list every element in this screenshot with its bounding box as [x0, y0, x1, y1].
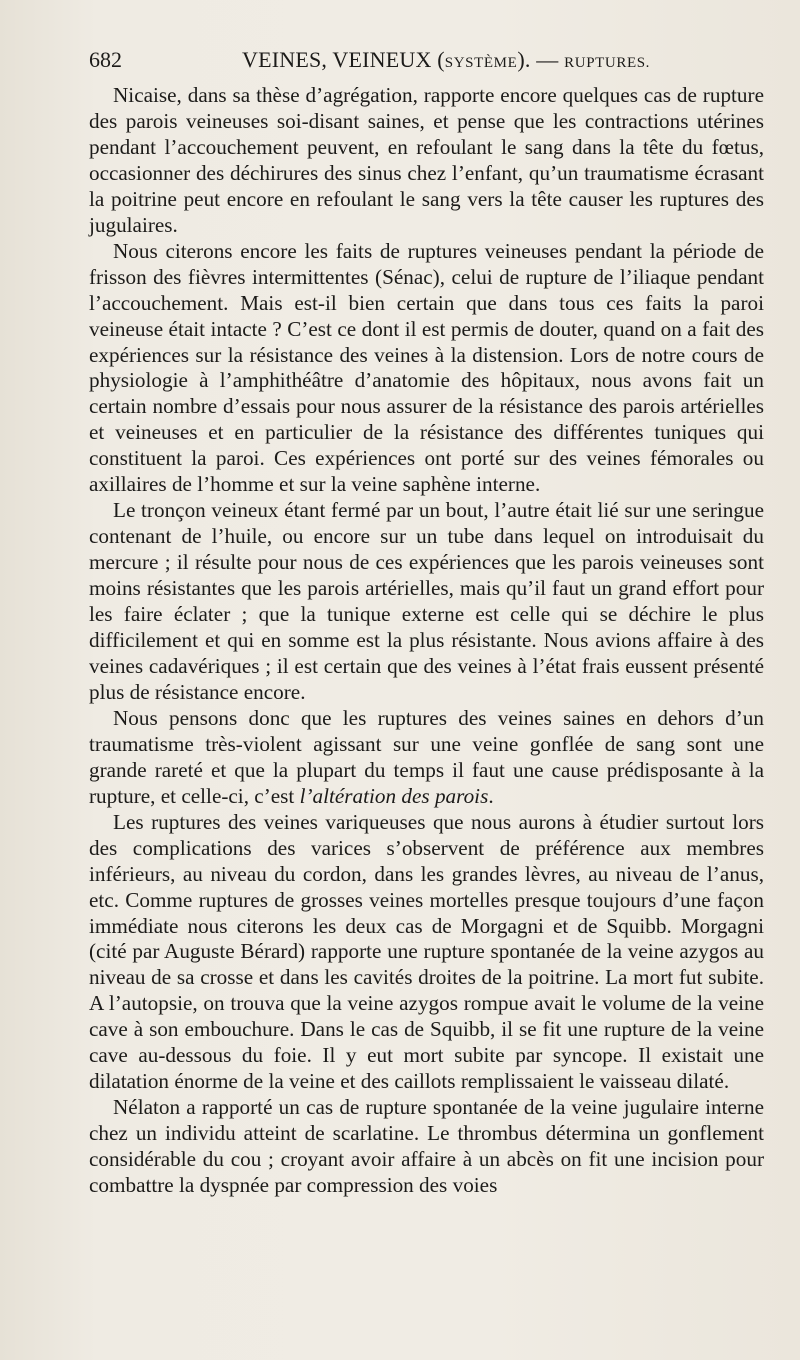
title-after: ). — — [517, 47, 565, 72]
title-section: RUPTURES. — [564, 55, 651, 71]
paragraph-text-end: . — [488, 783, 494, 808]
paragraph-text: Le tronçon veineux étant fermé par un bout, l’autre était lié sur une seringue contenant de l’huile, ou encore sur un tube dans lequel on introduisait du mercure ; il résulte pour nous de ces expériences que les parois veineuses sont moins résistantes que les parois artérielles, mais qu’il faut un grand effort pour les faire éclater ; que la tunique externe est celle qui se déchire le plus difficilement et qui en somme est la plus résistante. Nous avions affaire à des veines cadavériques ; il est certain que des veines à l’état frais eussent présenté plus de résistance encore. — [89, 498, 764, 704]
paragraph-text: Nélaton a rapporté un cas de rupture spontanée de la veine jugulaire interne chez un individu atteint de scarlatine. Le thrombus détermina un gonflement considérable du cou ; croyant avoir affaire à un abcès on fit une incision pour combattre la dyspnée par compression des voies — [89, 1095, 764, 1198]
paragraph-text: Les ruptures des veines variqueuses que nous aurons à étudier surtout lors des complications des varices s’observent de préférence aux membres inférieurs, au niveau du cordon, dans les grandes lèvres, au niveau de l’anus, etc. Comme ruptures de grosses veines mortelles presque toujours d’une façon immédiate nous citerons les deux cas de Morgagni et de Squibb. Morgagni (cité par Auguste Bérard) rapporte une rupture spontanée de la veine azygos au niveau de sa crosse et dans les cavités droites de la poitrine. La mort fut subite. A l’autopsie, on trouva que la veine azygos rompue avait le volume de la veine cave à son embouchure. Dans le cas de Squibb, il se fit une rupture de la veine cave au-dessous du foie. Il y eut mort subite par syncope. Il existait une dilatation énorme de la veine et des caillots remplissaient le vaisseau dilaté. — [89, 809, 764, 1094]
paragraph — [89, 239, 764, 499]
paragraph — [89, 83, 764, 239]
body-text — [89, 83, 764, 1199]
emphasized-text: l’altération des parois — [299, 783, 489, 808]
title-main: VEINES, VEINEUX ( — [242, 47, 445, 72]
running-header — [89, 44, 769, 76]
paragraph — [89, 1095, 764, 1199]
page-number: 682 — [89, 47, 122, 72]
paragraph-text: Nicaise, dans sa thèse d’agrégation, rapporte encore quelques cas de rupture des parois veineuses soi-disant saines, et pense que les contractions utérines pendant l’accouchement peuvent, en refoulant le sang dans la tête du fœtus, occasionner des déchirures des sinus chez l’enfant, qu’un traumatisme écrasant la poitrine peut encore en refoulant le sang vers la tête causer les ruptures des jugulaires. — [89, 83, 764, 237]
paragraph — [89, 706, 764, 810]
running-title — [242, 44, 650, 79]
paragraph — [89, 810, 764, 1095]
paragraph-text: Nous citerons encore les faits de ruptures veineuses pendant la période de frisson des fièvres intermittentes (Sénac), celui de rupture de l’iliaque pendant l’accouchement. Mais est-il bien certain que dans tous ces faits la paroi veineuse était intacte ? C’est ce dont il est permis de douter, quand on a fait des expériences sur la résistance des veines à la distension. Lors de notre cours de physiologie à l’amphithéâtre d’anatomie des hôpitaux, nous avons fait un certain nombre d’essais pour nous assurer de la résistance des parois artérielles et veineuses et en particulier de la résistance des différentes tuniques qui constituent la paroi. Ces expériences ont porté sur des veines fémorales ou axillaires de l’homme et sur la veine saphène interne. — [89, 238, 764, 497]
paragraph — [89, 498, 764, 706]
title-smallcaps: SYSTÈME — [444, 55, 518, 71]
paragraph-text: Nous pensons donc que les ruptures des veines saines en dehors d’un traumatisme très-violent agissant sur une veine gonflée de sang sont une grande rareté et que la plupart du temps il faut une cause prédisposante à la rupture, et celle-ci, c’est — [89, 705, 764, 808]
